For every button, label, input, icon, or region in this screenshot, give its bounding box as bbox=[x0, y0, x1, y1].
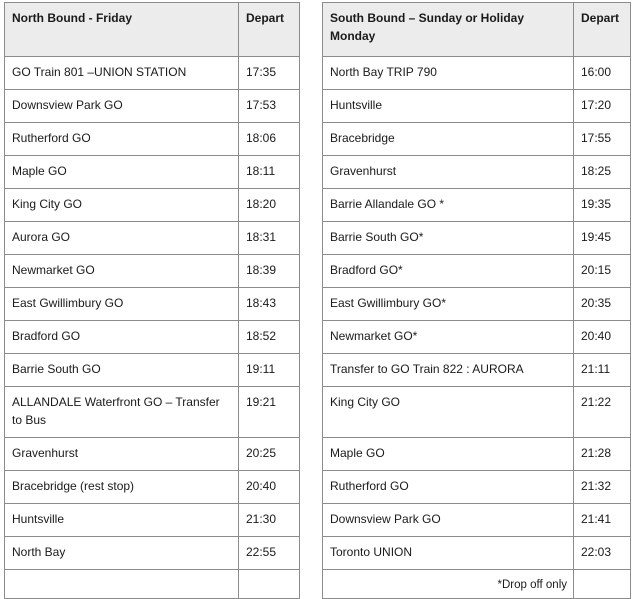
depart-time bbox=[239, 570, 300, 599]
stop-name: Downsview Park GO bbox=[323, 504, 574, 537]
stop-name: Barrie South GO* bbox=[323, 222, 574, 255]
stop-name: Bradford GO bbox=[5, 321, 239, 354]
stop-name: King City GO bbox=[5, 189, 239, 222]
stop-name: Barrie South GO bbox=[5, 354, 239, 387]
depart-time: 20:15 bbox=[574, 255, 631, 288]
stop-name: Newmarket GO bbox=[5, 255, 239, 288]
depart-time: 20:35 bbox=[574, 288, 631, 321]
stop-name: Transfer to GO Train 822 : AURORA bbox=[323, 354, 574, 387]
depart-time: 18:11 bbox=[239, 156, 300, 189]
depart-time: 18:25 bbox=[574, 156, 631, 189]
table-row bbox=[5, 255, 300, 288]
table-row bbox=[5, 57, 300, 90]
table-row bbox=[323, 189, 631, 222]
table-row bbox=[5, 222, 300, 255]
table-row bbox=[323, 123, 631, 156]
depart-time: 20:40 bbox=[239, 471, 300, 504]
stop-name: Huntsville bbox=[5, 504, 239, 537]
table-row bbox=[5, 387, 300, 438]
stop-name: Toronto UNION bbox=[323, 537, 574, 570]
table-row bbox=[323, 156, 631, 189]
stop-name: Barrie Allandale GO * bbox=[323, 189, 574, 222]
depart-time: 18:20 bbox=[239, 189, 300, 222]
stop-name: Bradford GO* bbox=[323, 255, 574, 288]
stop-name: Bracebridge (rest stop) bbox=[5, 471, 239, 504]
table-row bbox=[5, 570, 300, 599]
table-row bbox=[323, 57, 631, 90]
depart-time: 21:22 bbox=[574, 387, 631, 438]
depart-time: 18:06 bbox=[239, 123, 300, 156]
stop-name: North Bay TRIP 790 bbox=[323, 57, 574, 90]
depart-time: 21:30 bbox=[239, 504, 300, 537]
depart-time: 20:25 bbox=[239, 438, 300, 471]
depart-header: Depart bbox=[574, 3, 631, 57]
table-row bbox=[5, 90, 300, 123]
table-row bbox=[323, 288, 631, 321]
stop-name: Maple GO bbox=[5, 156, 239, 189]
stop-name: ALLANDALE Waterfront GO – Transfer to Bus bbox=[5, 387, 239, 438]
depart-time: 19:21 bbox=[239, 387, 300, 438]
north-bound-table bbox=[4, 2, 300, 599]
stop-name: King City GO bbox=[323, 387, 574, 438]
table-row bbox=[323, 537, 631, 570]
stop-name: North Bay bbox=[5, 537, 239, 570]
table-row bbox=[323, 471, 631, 504]
depart-time: 18:43 bbox=[239, 288, 300, 321]
table-row bbox=[5, 438, 300, 471]
stop-name: Aurora GO bbox=[5, 222, 239, 255]
stop-name: Downsview Park GO bbox=[5, 90, 239, 123]
table-row bbox=[323, 222, 631, 255]
stop-name: Gravenhurst bbox=[323, 156, 574, 189]
depart-time: 17:55 bbox=[574, 123, 631, 156]
table-row bbox=[5, 123, 300, 156]
depart-time: 19:45 bbox=[574, 222, 631, 255]
depart-time: 18:31 bbox=[239, 222, 300, 255]
route-header: South Bound – Sunday or Holiday Monday bbox=[323, 3, 574, 57]
depart-time: 19:11 bbox=[239, 354, 300, 387]
depart-time: 21:41 bbox=[574, 504, 631, 537]
stop-name: East Gwillimbury GO* bbox=[323, 288, 574, 321]
table-row bbox=[5, 321, 300, 354]
table-row bbox=[323, 438, 631, 471]
stop-name: Bracebridge bbox=[323, 123, 574, 156]
depart-time: 18:52 bbox=[239, 321, 300, 354]
stop-name: Rutherford GO bbox=[5, 123, 239, 156]
depart-header: Depart bbox=[239, 3, 300, 57]
table-row bbox=[323, 90, 631, 123]
table-row bbox=[323, 387, 631, 438]
table-row bbox=[5, 156, 300, 189]
depart-time: 18:39 bbox=[239, 255, 300, 288]
table-row bbox=[323, 255, 631, 288]
stop-name: Newmarket GO* bbox=[323, 321, 574, 354]
table-row bbox=[323, 504, 631, 537]
depart-time: 19:35 bbox=[574, 189, 631, 222]
depart-time: 17:53 bbox=[239, 90, 300, 123]
stop-name: Huntsville bbox=[323, 90, 574, 123]
stop-name: GO Train 801 –UNION STATION bbox=[5, 57, 239, 90]
stop-name: Maple GO bbox=[323, 438, 574, 471]
stop-name: Rutherford GO bbox=[323, 471, 574, 504]
stop-name bbox=[5, 570, 239, 599]
depart-time: 21:28 bbox=[574, 438, 631, 471]
table-row bbox=[5, 354, 300, 387]
table-row bbox=[5, 288, 300, 321]
header-row bbox=[5, 3, 300, 57]
stop-name: East Gwillimbury GO bbox=[5, 288, 239, 321]
depart-time bbox=[574, 570, 631, 599]
table-row bbox=[323, 354, 631, 387]
depart-time: 17:20 bbox=[574, 90, 631, 123]
table-row bbox=[323, 321, 631, 354]
depart-time: 16:00 bbox=[574, 57, 631, 90]
table-row bbox=[5, 537, 300, 570]
table-row bbox=[5, 471, 300, 504]
depart-time: 21:32 bbox=[574, 471, 631, 504]
table-row bbox=[323, 570, 631, 599]
stop-name: Gravenhurst bbox=[5, 438, 239, 471]
table-row bbox=[5, 504, 300, 537]
depart-time: 20:40 bbox=[574, 321, 631, 354]
depart-time: 22:03 bbox=[574, 537, 631, 570]
south-bound-table bbox=[322, 2, 631, 599]
depart-time: 21:11 bbox=[574, 354, 631, 387]
depart-time: 22:55 bbox=[239, 537, 300, 570]
header-row bbox=[323, 3, 631, 57]
drop-off-note: *Drop off only bbox=[323, 570, 574, 599]
depart-time: 17:35 bbox=[239, 57, 300, 90]
route-header: North Bound - Friday bbox=[5, 3, 239, 57]
table-row bbox=[5, 189, 300, 222]
